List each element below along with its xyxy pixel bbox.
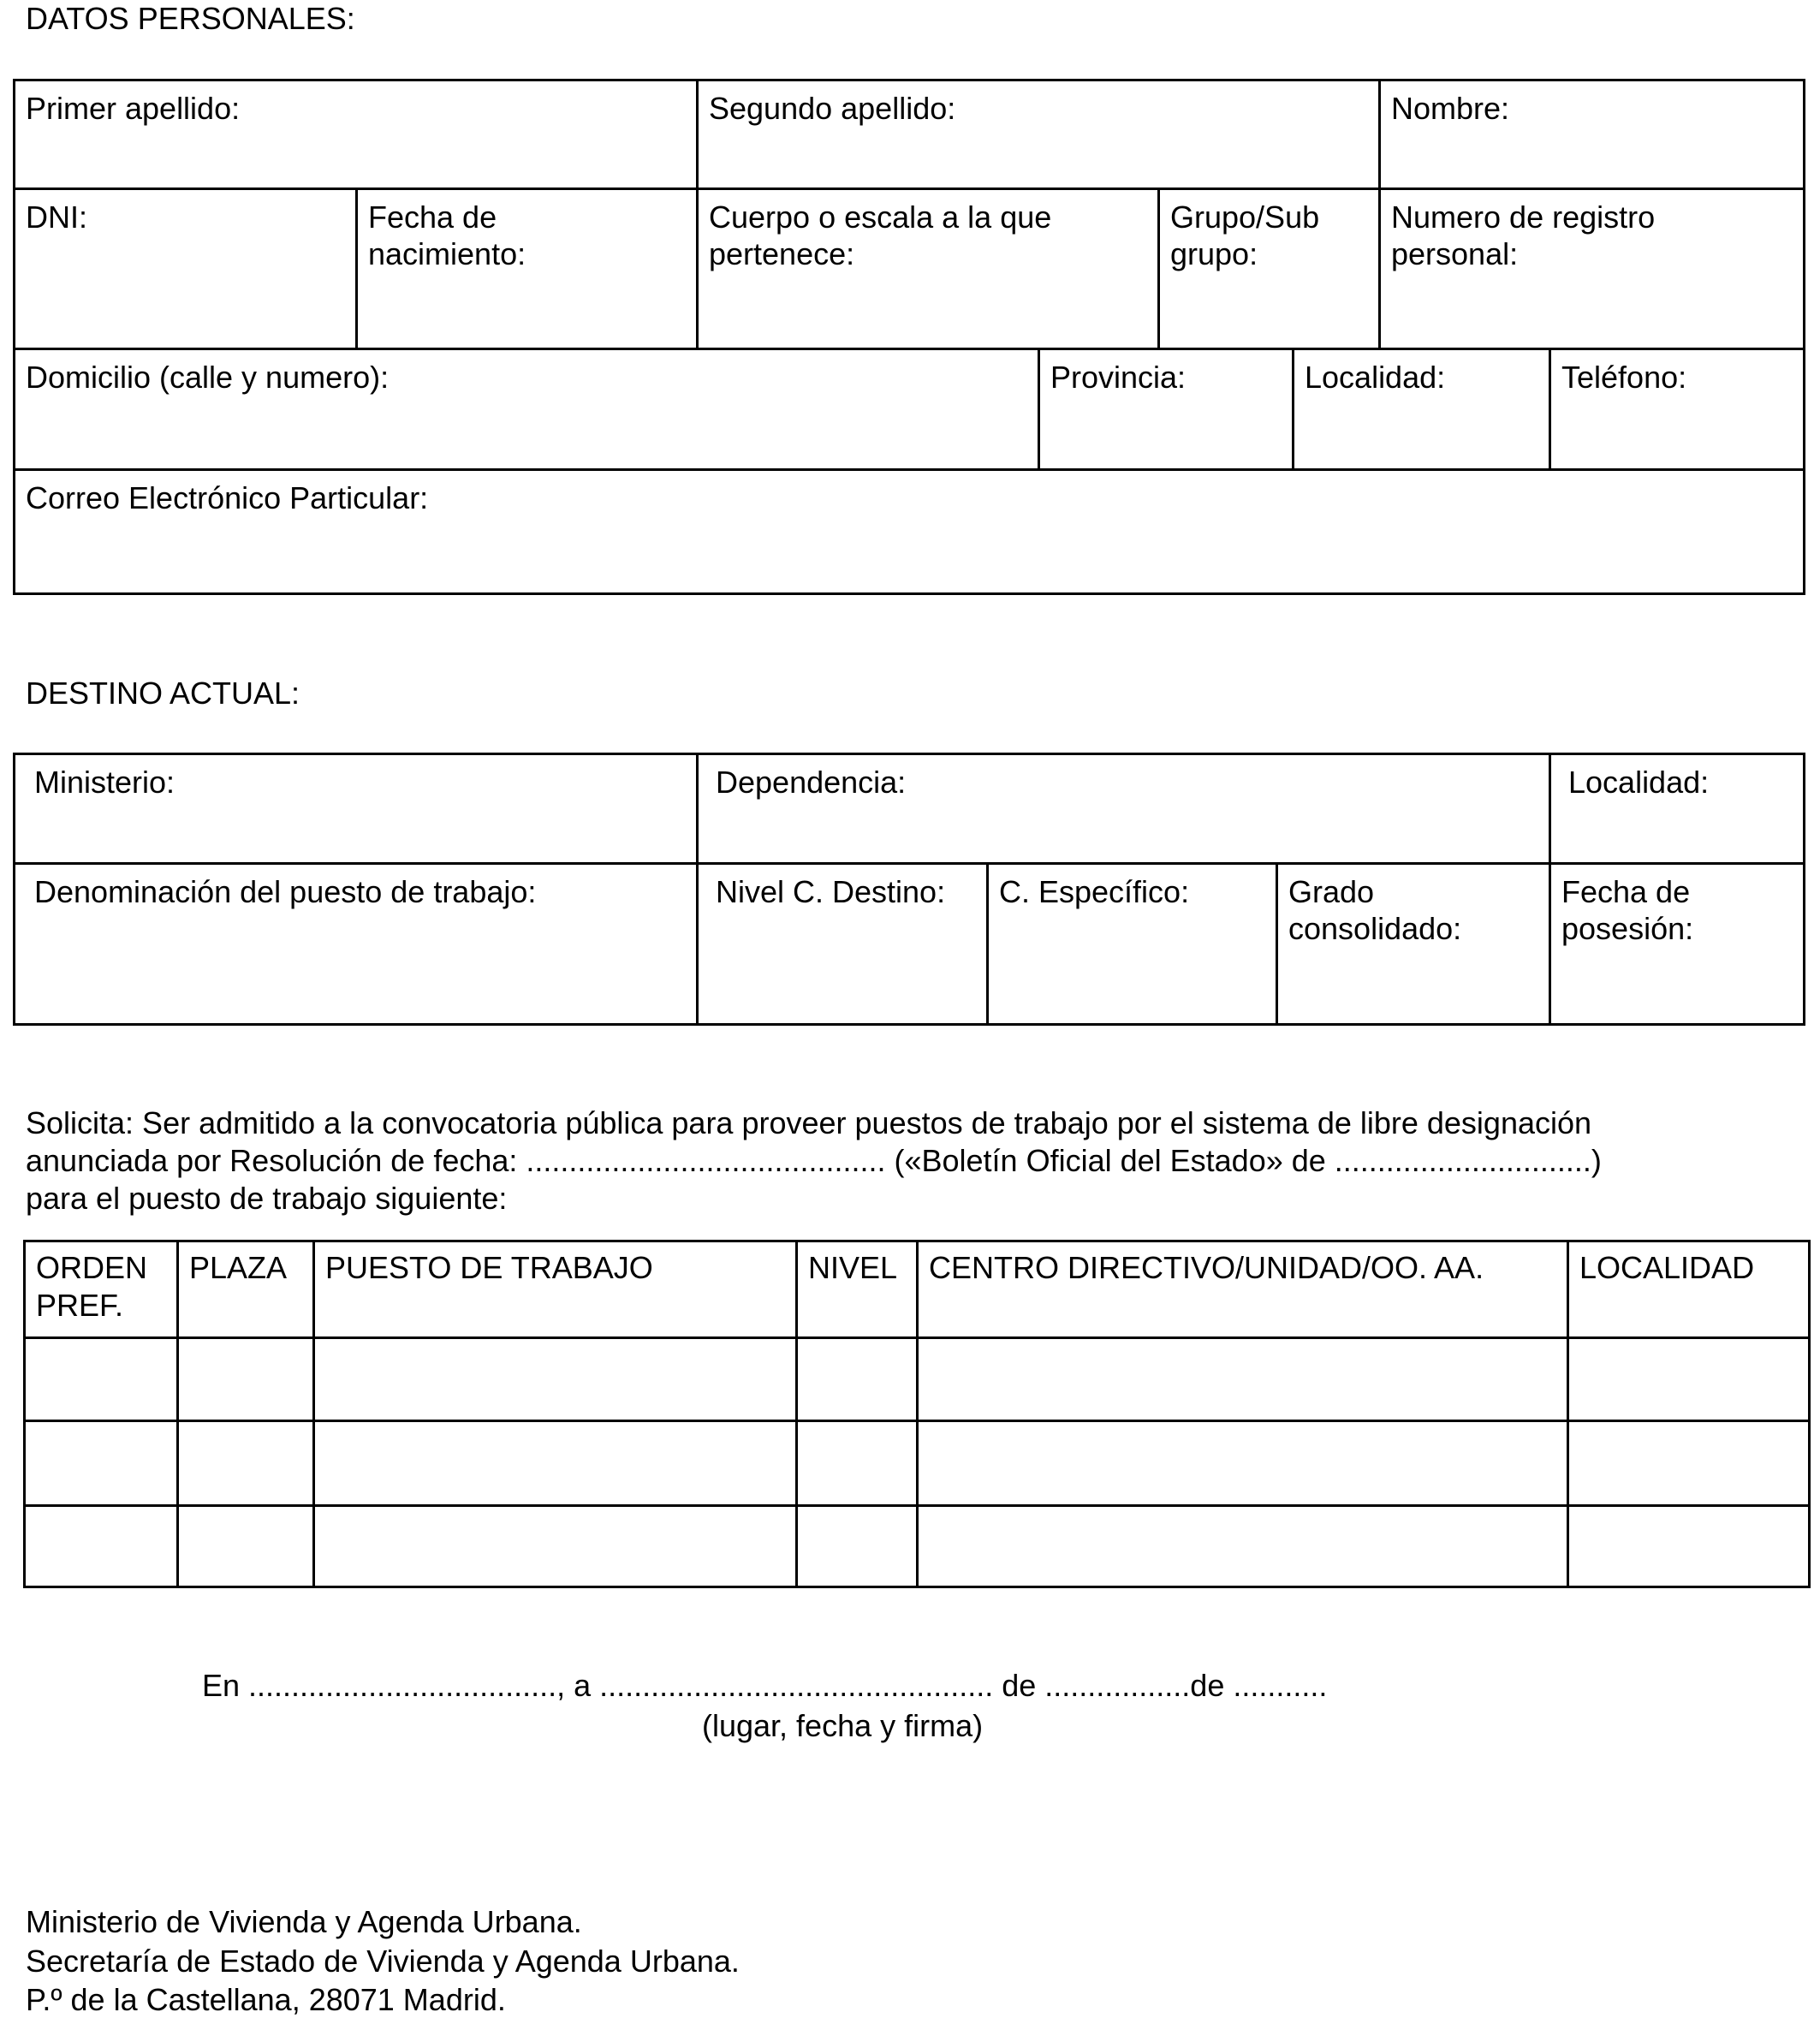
section-heading-personal: DATOS PERSONALES: — [26, 1, 355, 36]
puestos-input-cell[interactable] — [176, 1336, 315, 1422]
puestos-input-cell[interactable] — [23, 1336, 179, 1422]
puestos-input-cell[interactable] — [795, 1420, 919, 1507]
field-correo[interactable]: Correo Electrónico Particular: — [13, 468, 1805, 595]
field-nombre[interactable]: Nombre: — [1378, 79, 1805, 190]
puestos-input-cell[interactable] — [1567, 1336, 1811, 1422]
puestos-header-cell: LOCALIDAD — [1567, 1240, 1811, 1339]
footer-ministerio: Ministerio de Vivienda y Agenda Urbana. — [26, 1904, 582, 1939]
puestos-header-cell: PUESTO DE TRABAJO — [312, 1240, 798, 1339]
puestos-input-cell[interactable] — [312, 1420, 798, 1507]
puestos-input-cell[interactable] — [1567, 1420, 1811, 1507]
puestos-input-cell[interactable] — [23, 1420, 179, 1507]
puestos-input-cell[interactable] — [916, 1336, 1569, 1422]
field-dni[interactable]: DNI: — [13, 188, 358, 350]
footer-direccion: P.º de la Castellana, 28071 Madrid. — [26, 1982, 506, 2017]
puestos-input-cell[interactable] — [176, 1504, 315, 1588]
field-especifico[interactable]: C. Específico: — [986, 862, 1278, 1026]
puestos-input-cell[interactable] — [312, 1336, 798, 1422]
puestos-input-cell[interactable] — [916, 1504, 1569, 1588]
field-nivel-destino[interactable]: Nivel C. Destino: — [696, 862, 989, 1026]
puestos-header-cell: NIVEL — [795, 1240, 919, 1339]
field-cuerpo-escala[interactable]: Cuerpo o escala a la que pertenece: — [696, 188, 1160, 350]
solicita-line-3: para el puesto de trabajo siguiente: — [26, 1181, 508, 1216]
solicita-line-1: Solicita: Ser admitido a la convocatoria pública para proveer puestos de trabajo por el sistema de libre designación — [26, 1105, 1592, 1140]
field-telefono[interactable]: Teléfono: — [1549, 348, 1805, 471]
solicita-line-2: anunciada por Resolución de fecha: .......................................... («Boletín Oficial del Estado» de ..............................) — [26, 1143, 1602, 1178]
field-primer-apellido[interactable]: Primer apellido: — [13, 79, 699, 190]
field-dependencia[interactable]: Dependencia: — [696, 753, 1551, 865]
section-heading-destino: DESTINO ACTUAL: — [26, 676, 300, 711]
field-denominacion-puesto[interactable]: Denominación del puesto de trabajo: — [13, 862, 699, 1026]
field-domicilio[interactable]: Domicilio (calle y numero): — [13, 348, 1040, 471]
signature-caption: (lugar, fecha y firma) — [702, 1708, 984, 1743]
puestos-input-cell[interactable] — [916, 1420, 1569, 1507]
puestos-header-cell: CENTRO DIRECTIVO/UNIDAD/OO. AA. — [916, 1240, 1569, 1339]
field-destino-localidad[interactable]: Localidad: — [1549, 753, 1805, 865]
signature-line: En ...................................., a .............................................. de .................de ........... — [202, 1668, 1328, 1703]
footer-secretaria: Secretaría de Estado de Vivienda y Agenda Urbana. — [26, 1944, 740, 1979]
field-provincia[interactable]: Provincia: — [1038, 348, 1294, 471]
field-grado-consolidado[interactable]: Grado consolidado: — [1276, 862, 1551, 1026]
puestos-input-cell[interactable] — [1567, 1504, 1811, 1588]
field-fecha-posesion[interactable]: Fecha de posesión: — [1549, 862, 1805, 1026]
puestos-input-cell[interactable] — [176, 1420, 315, 1507]
field-fecha-nacimiento[interactable]: Fecha de nacimiento: — [355, 188, 699, 350]
field-grupo[interactable]: Grupo/Sub grupo: — [1157, 188, 1381, 350]
field-ministerio[interactable]: Ministerio: — [13, 753, 699, 865]
puestos-header-cell: PLAZA — [176, 1240, 315, 1339]
field-localidad[interactable]: Localidad: — [1292, 348, 1551, 471]
puestos-input-cell[interactable] — [795, 1336, 919, 1422]
puestos-input-cell[interactable] — [795, 1504, 919, 1588]
puestos-input-cell[interactable] — [312, 1504, 798, 1588]
field-numero-registro[interactable]: Numero de registro personal: — [1378, 188, 1805, 350]
puestos-input-cell[interactable] — [23, 1504, 179, 1588]
field-segundo-apellido[interactable]: Segundo apellido: — [696, 79, 1381, 190]
puestos-header-cell: ORDEN PREF. — [23, 1240, 179, 1339]
